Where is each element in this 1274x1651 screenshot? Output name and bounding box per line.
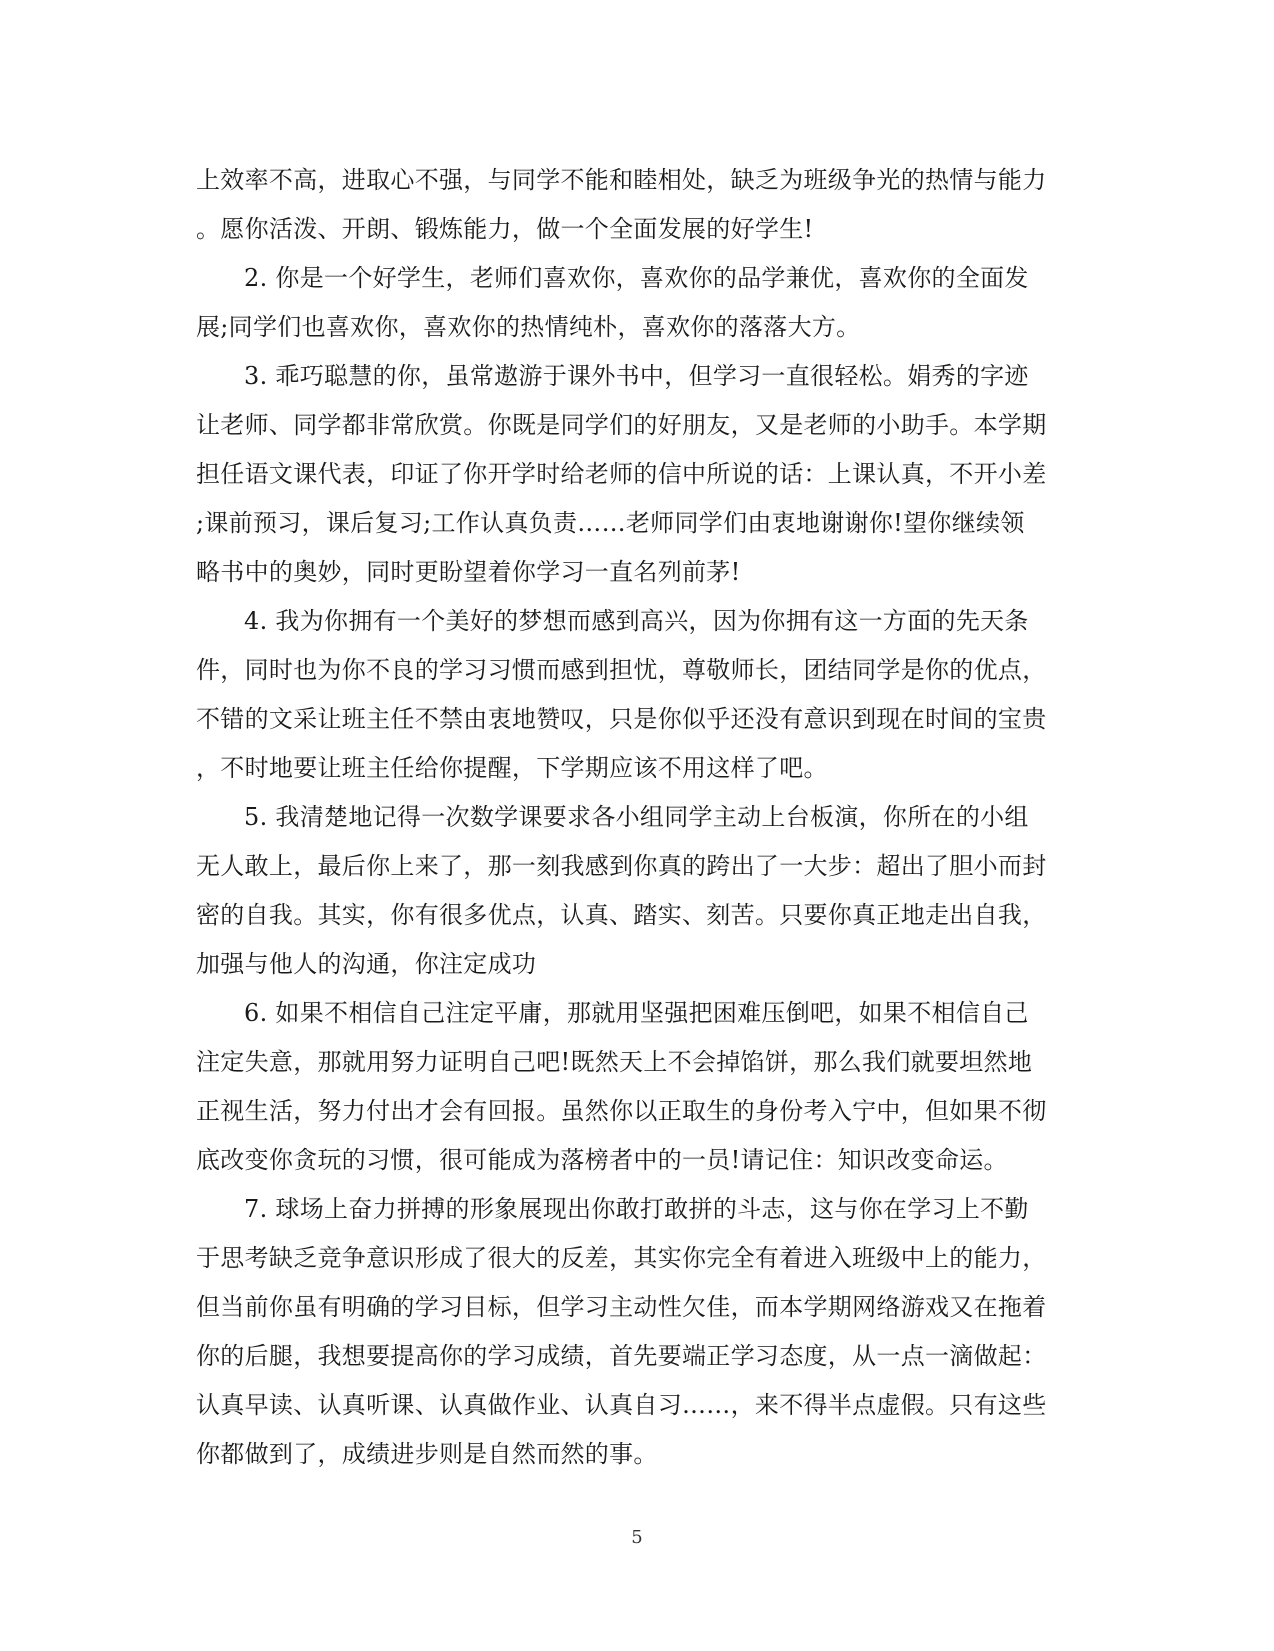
- page-number: 5: [631, 1527, 643, 1548]
- text-line: ;课前预习，课后复习;工作认真负责……老师同学们由衷地谢谢你!望你继续领: [196, 509, 1025, 537]
- text-line: 略书中的奥妙，同时更盼望着你学习一直名列前茅!: [196, 558, 741, 586]
- text-line: 无人敢上，最后你上来了，那一刻我感到你真的跨出了一大步：超出了胆小而封: [196, 852, 1047, 880]
- text-line: 认真早读、认真听课、认真做作业、认真自习……，来不得半点虚假。只有这些: [196, 1391, 1047, 1419]
- paragraph-start-line: 4. 我为你拥有一个美好的梦想而感到高兴，因为你拥有这一方面的先天条: [244, 607, 1029, 635]
- text-line: 上效率不高，进取心不强，与同学不能和睦相处，缺乏为班级争光的热情与能力: [196, 166, 1047, 194]
- text-line: ，不时地要让班主任给你提醒，下学期应该不用这样了吧。: [196, 754, 828, 782]
- paragraph-start-line: 7. 球场上奋力拼搏的形象展现出你敢打敢拼的斗志，这与你在学习上不勤: [244, 1195, 1029, 1223]
- text-line: 展;同学们也喜欢你，喜欢你的热情纯朴，喜欢你的落落大方。: [196, 313, 861, 341]
- paragraph-start-line: 3. 乖巧聪慧的你，虽常遨游于课外书中，但学习一直很轻松。娟秀的字迹: [244, 362, 1029, 390]
- paragraph-start-line: 6. 如果不相信自己注定平庸，那就用坚强把困难压倒吧，如果不相信自己: [244, 999, 1029, 1027]
- text-line: 。愿你活泼、开朗、锻炼能力，做一个全面发展的好学生!: [196, 215, 814, 243]
- text-line: 正视生活，努力付出才会有回报。虽然你以正取生的身份考入宁中，但如果不彻: [196, 1097, 1047, 1125]
- paragraph-start-line: 5. 我清楚地记得一次数学课要求各小组同学主动上台板演，你所在的小组: [244, 803, 1029, 831]
- document-body: [196, 156, 1076, 1479]
- text-line: 让老师、同学都非常欣赏。你既是同学们的好朋友，又是老师的小助手。本学期: [196, 411, 1047, 439]
- text-line: 加强与他人的沟通，你注定成功: [196, 950, 537, 978]
- text-line: 你都做到了，成绩进步则是自然而然的事。: [196, 1440, 658, 1468]
- text-line: 不错的文采让班主任不禁由衷地赞叹，只是你似乎还没有意识到现在时间的宝贵: [196, 705, 1047, 733]
- text-line: 你的后腿，我想要提高你的学习成绩，首先要端正学习态度，从一点一滴做起：: [196, 1342, 1047, 1370]
- text-line: 担任语文课代表，印证了你开学时给老师的信中所说的话：上课认真，不开小差: [196, 460, 1047, 488]
- text-line: 底改变你贪玩的习惯，很可能成为落榜者中的一员!请记住：知识改变命运。: [196, 1146, 1008, 1174]
- paragraph-start-line: 2. 你是一个好学生，老师们喜欢你，喜欢你的品学兼优，喜欢你的全面发: [244, 264, 1029, 292]
- text-line: 密的自我。其实，你有很多优点，认真、踏实、刻苦。只要你真正地走出自我，: [196, 901, 1047, 929]
- text-line: 件，同时也为你不良的学习习惯而感到担忧，尊敬师长，团结同学是你的优点，: [196, 656, 1047, 684]
- text-line: 但当前你虽有明确的学习目标，但学习主动性欠佳，而本学期网络游戏又在拖着: [196, 1293, 1047, 1321]
- text-line: 于思考缺乏竞争意识形成了很大的反差，其实你完全有着进入班级中上的能力，: [196, 1244, 1047, 1272]
- text-line: 注定失意，那就用努力证明自己吧!既然天上不会掉馅饼，那么我们就要坦然地: [196, 1048, 1033, 1076]
